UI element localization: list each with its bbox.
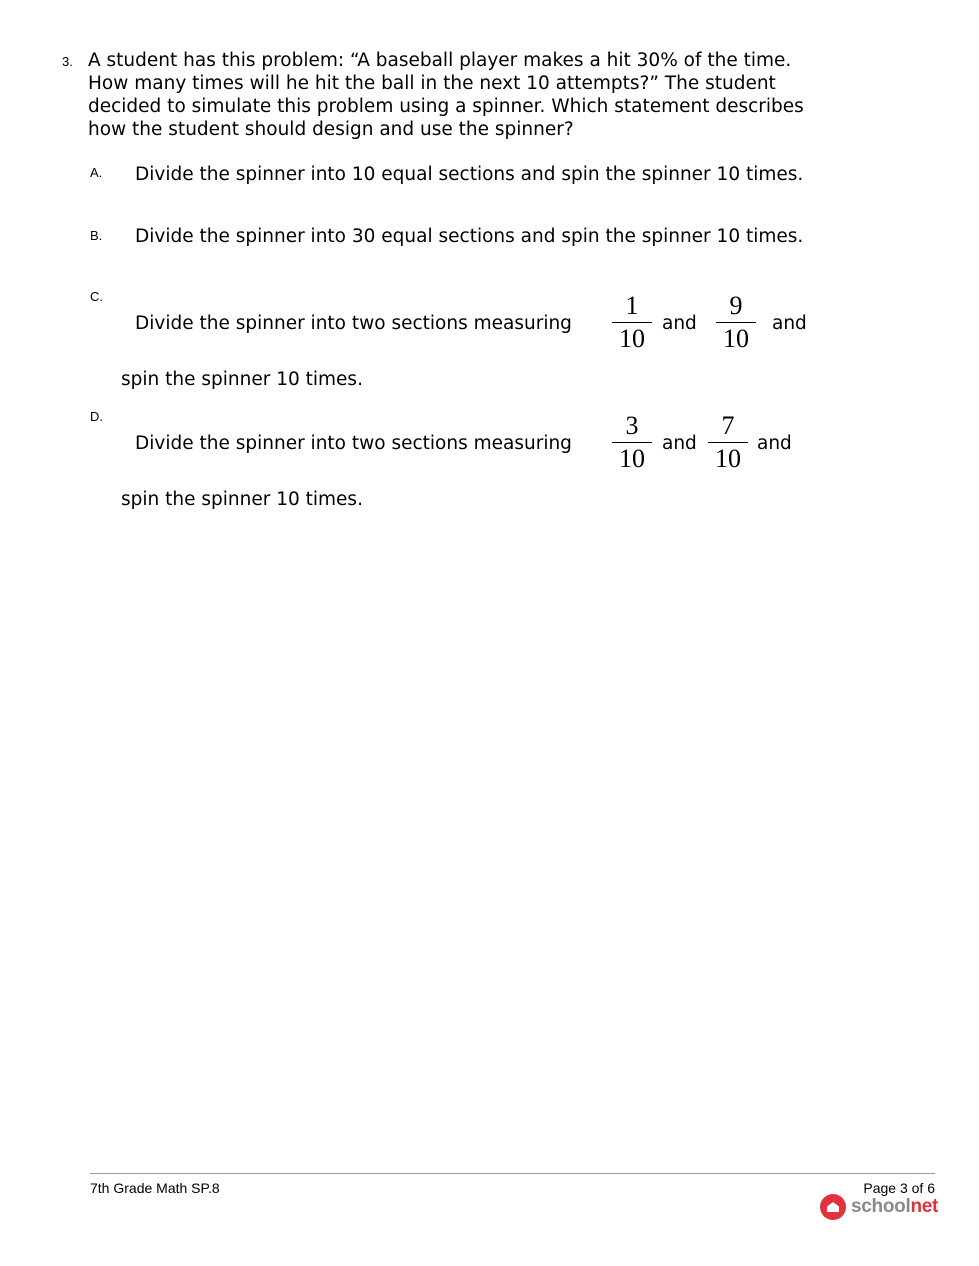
- footer-divider: [90, 1173, 935, 1174]
- fraction-denominator: 10: [619, 324, 645, 353]
- logo-text: schoolnet: [851, 1196, 939, 1217]
- fraction-numerator: 3: [625, 411, 639, 440]
- option-letter: D.: [90, 409, 103, 424]
- fraction-bar: [716, 322, 756, 323]
- fraction-numerator: 9: [729, 291, 743, 320]
- fraction-denominator: 10: [715, 444, 741, 473]
- option-tail: spin the spinner 10 times.: [121, 369, 363, 390]
- fraction: [610, 411, 654, 474]
- fraction: [610, 291, 654, 354]
- fraction-denominator: 10: [723, 324, 749, 353]
- footer-page-number: Page 3 of 6: [863, 1180, 935, 1196]
- option-letter: C.: [90, 289, 103, 304]
- fraction-bar: [708, 442, 748, 443]
- fraction-numerator: 7: [721, 411, 735, 440]
- question-text: A student has this problem: “A baseball player makes a hit 30% of the time. How many times will he hit the ball in the next 10 attempts?” The student decided to simulate this problem using a spinner. Which statement describes how the student should design and use the spinner?: [88, 50, 804, 140]
- fraction-numerator: 1: [625, 291, 639, 320]
- fraction-bar: [612, 322, 652, 323]
- option-letter: B.: [90, 228, 103, 243]
- fraction: [706, 411, 750, 474]
- schoolnet-logo: [820, 1194, 938, 1220]
- option-text: Divide the spinner into 10 equal sections and spin the spinner 10 times.: [135, 164, 804, 185]
- option-lead: Divide the spinner into two sections measuring: [135, 433, 572, 454]
- option-and: and: [772, 313, 807, 334]
- option-text: Divide the spinner into 30 equal sections and spin the spinner 10 times.: [135, 226, 804, 247]
- option-and: and: [662, 313, 697, 334]
- fraction-bar: [612, 442, 652, 443]
- question-number: 3.: [62, 54, 73, 69]
- option-and: and: [757, 433, 792, 454]
- option-and: and: [662, 433, 697, 454]
- house-icon: [820, 1194, 846, 1220]
- footer-course-title: 7th Grade Math SP.8: [90, 1180, 220, 1196]
- option-letter: A.: [90, 165, 103, 180]
- option-tail: spin the spinner 10 times.: [121, 489, 363, 510]
- option-lead: Divide the spinner into two sections measuring: [135, 313, 572, 334]
- fraction: [714, 291, 758, 354]
- fraction-denominator: 10: [619, 444, 645, 473]
